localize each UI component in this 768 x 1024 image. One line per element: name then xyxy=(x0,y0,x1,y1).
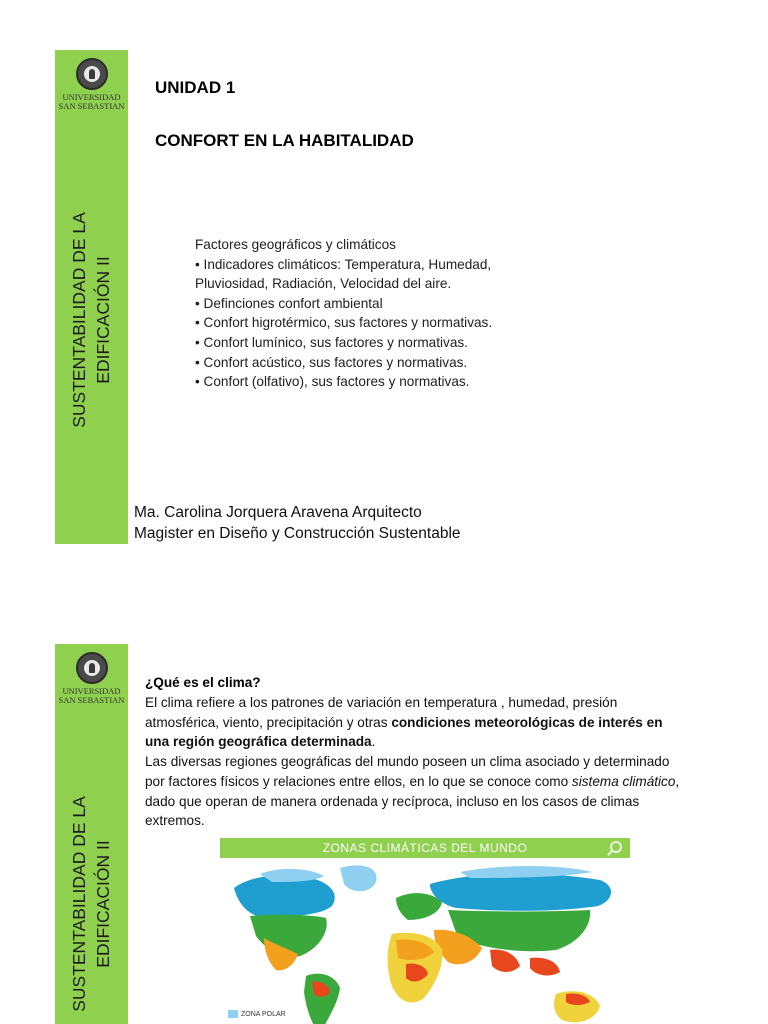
map-legend xyxy=(228,1010,286,1018)
university-name-line-1: UNIVERSIDAD xyxy=(62,686,121,696)
unit-heading: UNIDAD 1 xyxy=(155,78,236,97)
paragraph-2 xyxy=(145,752,685,831)
course-title-line-2: EDIFICACIÓN II xyxy=(93,256,113,384)
legend-swatch-polar xyxy=(228,1010,238,1018)
paragraph-2-italic: sistema climático xyxy=(571,773,676,789)
zoom-icon[interactable] xyxy=(610,841,622,853)
university-logo xyxy=(55,652,128,705)
paragraph-2-text: Las diversas regiones geográficas del mundo poseen un clima asociado y determinado por factores físicos y relaciones entre ellos, en lo que se conoce como xyxy=(145,754,670,789)
south-asia-tropical-zone xyxy=(490,950,520,972)
topic-item: • Confort acústico, sus factores y normativas. xyxy=(195,354,468,370)
topic-item: Factores geográficos y climáticos xyxy=(195,237,396,252)
climate-definition xyxy=(145,693,685,831)
topic-item: • Definciones confort ambiental xyxy=(195,295,383,311)
paragraph-1-bold: condiciones meteorológicas de interés en una región geográfica determinada xyxy=(145,714,663,750)
author-block xyxy=(134,502,461,544)
sidebar xyxy=(55,644,128,1024)
sidebar-course-title xyxy=(69,212,113,428)
europe-temperate-zone xyxy=(396,893,442,920)
course-title-line-1: SUSTENTABILIDAD DE LA xyxy=(69,212,89,428)
sidebar xyxy=(55,50,128,544)
slide-2 xyxy=(0,640,768,1024)
southeast-asia-tropical-zone xyxy=(530,958,560,976)
paragraph-1 xyxy=(145,693,685,752)
greenland-polar-zone xyxy=(340,865,377,891)
course-title-line-1: SUSTENTABILIDAD DE LA xyxy=(69,796,89,1012)
legend-label-polar: ZONA POLAR xyxy=(241,1010,286,1018)
topic-item: • Confort lumínico, sus factores y normativas. xyxy=(195,334,468,350)
paragraph-1-end: . xyxy=(371,734,376,750)
topic-item: • Indicadores climáticos: Temperatura, Humedad, xyxy=(195,256,492,272)
world-map-illustration xyxy=(220,858,630,1024)
paragraph-2-end: , dado que operan de manera ordenada y recíproca, incluso en los casos de climas extremos. xyxy=(145,773,680,829)
map-title: ZONAS CLIMÁTICAS DEL MUNDO xyxy=(322,841,528,855)
university-name-line-1: UNIVERSIDAD xyxy=(62,92,121,102)
university-name-line-2: SAN SEBASTIAN xyxy=(58,695,125,705)
author-degree: Magister en Diseño y Construcción Sustentable xyxy=(134,525,461,542)
topic-item: • Confort (olfativo), sus factores y normativas. xyxy=(195,374,470,390)
university-logo xyxy=(55,58,128,111)
university-seal-icon xyxy=(76,58,108,90)
topic-item: Pluviosidad, Radiación, Velocidad del aire. xyxy=(195,276,452,292)
university-name-line-2: SAN SEBASTIAN xyxy=(58,101,125,111)
climate-zones-map xyxy=(220,838,630,1024)
question-heading: ¿Qué es el clima? xyxy=(145,675,261,690)
asia-cold-zone xyxy=(430,874,611,911)
unit-title: CONFORT EN LA HABITALIDAD xyxy=(155,131,414,150)
south-america-tropical-zone xyxy=(304,974,340,1024)
course-title-line-2: EDIFICACIÓN II xyxy=(93,840,113,968)
paragraph-1-text: El clima refiere a los patrones de variación en temperatura , humedad, presión atmosférica, viento, precipitación y otras xyxy=(145,695,618,730)
sidebar-course-title xyxy=(69,796,113,1012)
topics-list xyxy=(195,235,492,392)
author-name: Ma. Carolina Jorquera Aravena Arquitecto xyxy=(134,504,422,521)
asia-polar-zone xyxy=(460,866,592,878)
map-header xyxy=(220,838,630,858)
topic-item: • Confort higrotérmico, sus factores y normativas. xyxy=(195,315,493,331)
university-seal-icon xyxy=(76,652,108,684)
